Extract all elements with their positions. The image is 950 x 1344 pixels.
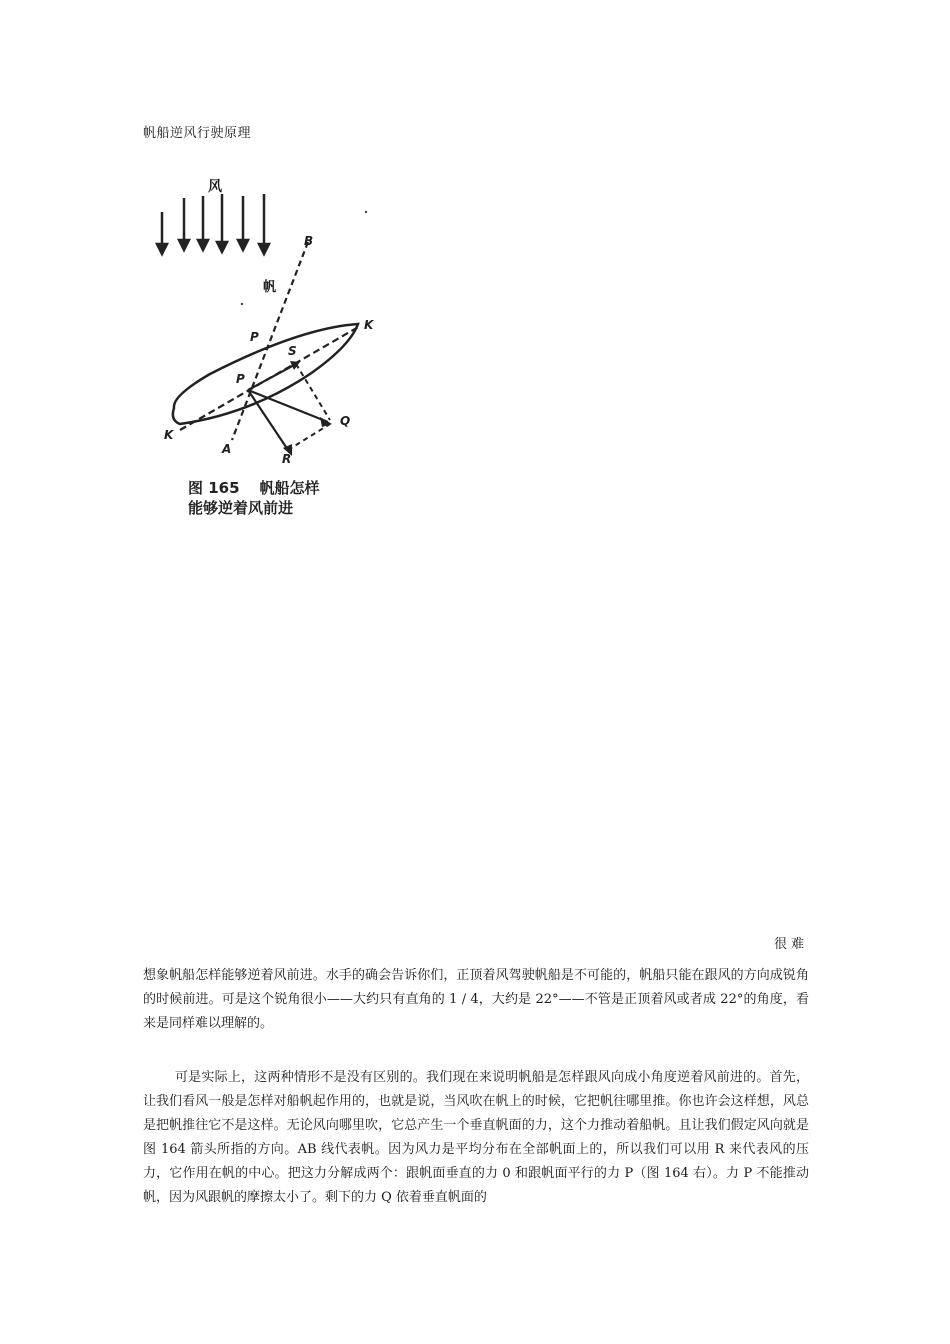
point-a-label: A <box>222 442 232 456</box>
point-q-label: Q <box>340 414 351 428</box>
wind-arrow-head <box>198 240 208 250</box>
boat-hull <box>173 324 358 424</box>
sailing-diagram-svg <box>150 168 390 528</box>
figure-number: 图 165 <box>188 479 240 497</box>
wind-arrows <box>157 194 269 254</box>
wind-arrow-head <box>157 244 167 254</box>
point-k-bottom-label: K <box>164 428 174 442</box>
figure-caption-line-2: 能够逆着风前进 <box>188 499 294 517</box>
point-s-label: S <box>288 344 297 358</box>
force-q-vector <box>248 390 328 422</box>
wind-arrow-head <box>238 240 248 250</box>
figure-caption-text-1: 帆船怎样 <box>259 479 320 497</box>
figure-caption <box>188 478 320 518</box>
point-p-center-label: P <box>236 372 245 386</box>
sailing-diagram <box>150 168 390 528</box>
dashed-r-q <box>288 424 330 450</box>
wind-arrow-head <box>217 242 227 252</box>
point-r-label: R <box>282 452 292 466</box>
figure-caption-line-1 <box>188 478 320 498</box>
point-p-upper-label: P <box>250 330 259 344</box>
wind-arrow-head <box>179 240 189 250</box>
speck <box>241 303 243 305</box>
document-title: 帆船逆风行驶原理 <box>143 126 252 141</box>
speck <box>365 211 367 213</box>
wind-label: 风 <box>208 179 222 195</box>
paragraph-1: 想象帆船怎样能够逆着风前进。水手的确会告诉你们，正顶着风驾驶帆船是不可能的，帆船只能在跟风的方向成锐角的时候前进。可是这个锐角很小——大约只有直角的 1 / 4，大约是 22°——不管是正顶着风或者成 22°的角度，看来是同样难以理解的。 <box>143 968 809 1031</box>
wind-arrow-head <box>259 244 269 254</box>
margin-text: 很难 <box>773 937 808 952</box>
point-b-label: B <box>304 234 314 248</box>
sail-label: 帆 <box>263 280 277 295</box>
paragraph-2: 可是实际上，这两种情形不是没有区别的。我们现在来说明帆船是怎样跟风向成小角度逆着风前进的。首先，让我们看风一般是怎样对船帆起作用的，也就是说，当风吹在帆上的时候，它把帆往哪里推。你也许会这样想，风总是把帆推往它不是这样。无论风向哪里吹，它总产生一个垂直帆面的力，这个力推动着船帆。且让我们假定风向就是图 164 箭头所指的方向。AB 线代表帆。因为风力是平均分布在全部帆面上的，所以我们可以用 R 来代表风的压力，它作用在帆的中心。把这力分解成两个：跟帆面垂直的力 0 和跟帆面平行的力 P（图 164 右）。力 P 不能推动帆，因为风跟帆的摩擦太小了。剩下的力 Q 依着垂直帆面的 <box>143 1070 809 1205</box>
point-k-top-label: K <box>364 318 374 332</box>
